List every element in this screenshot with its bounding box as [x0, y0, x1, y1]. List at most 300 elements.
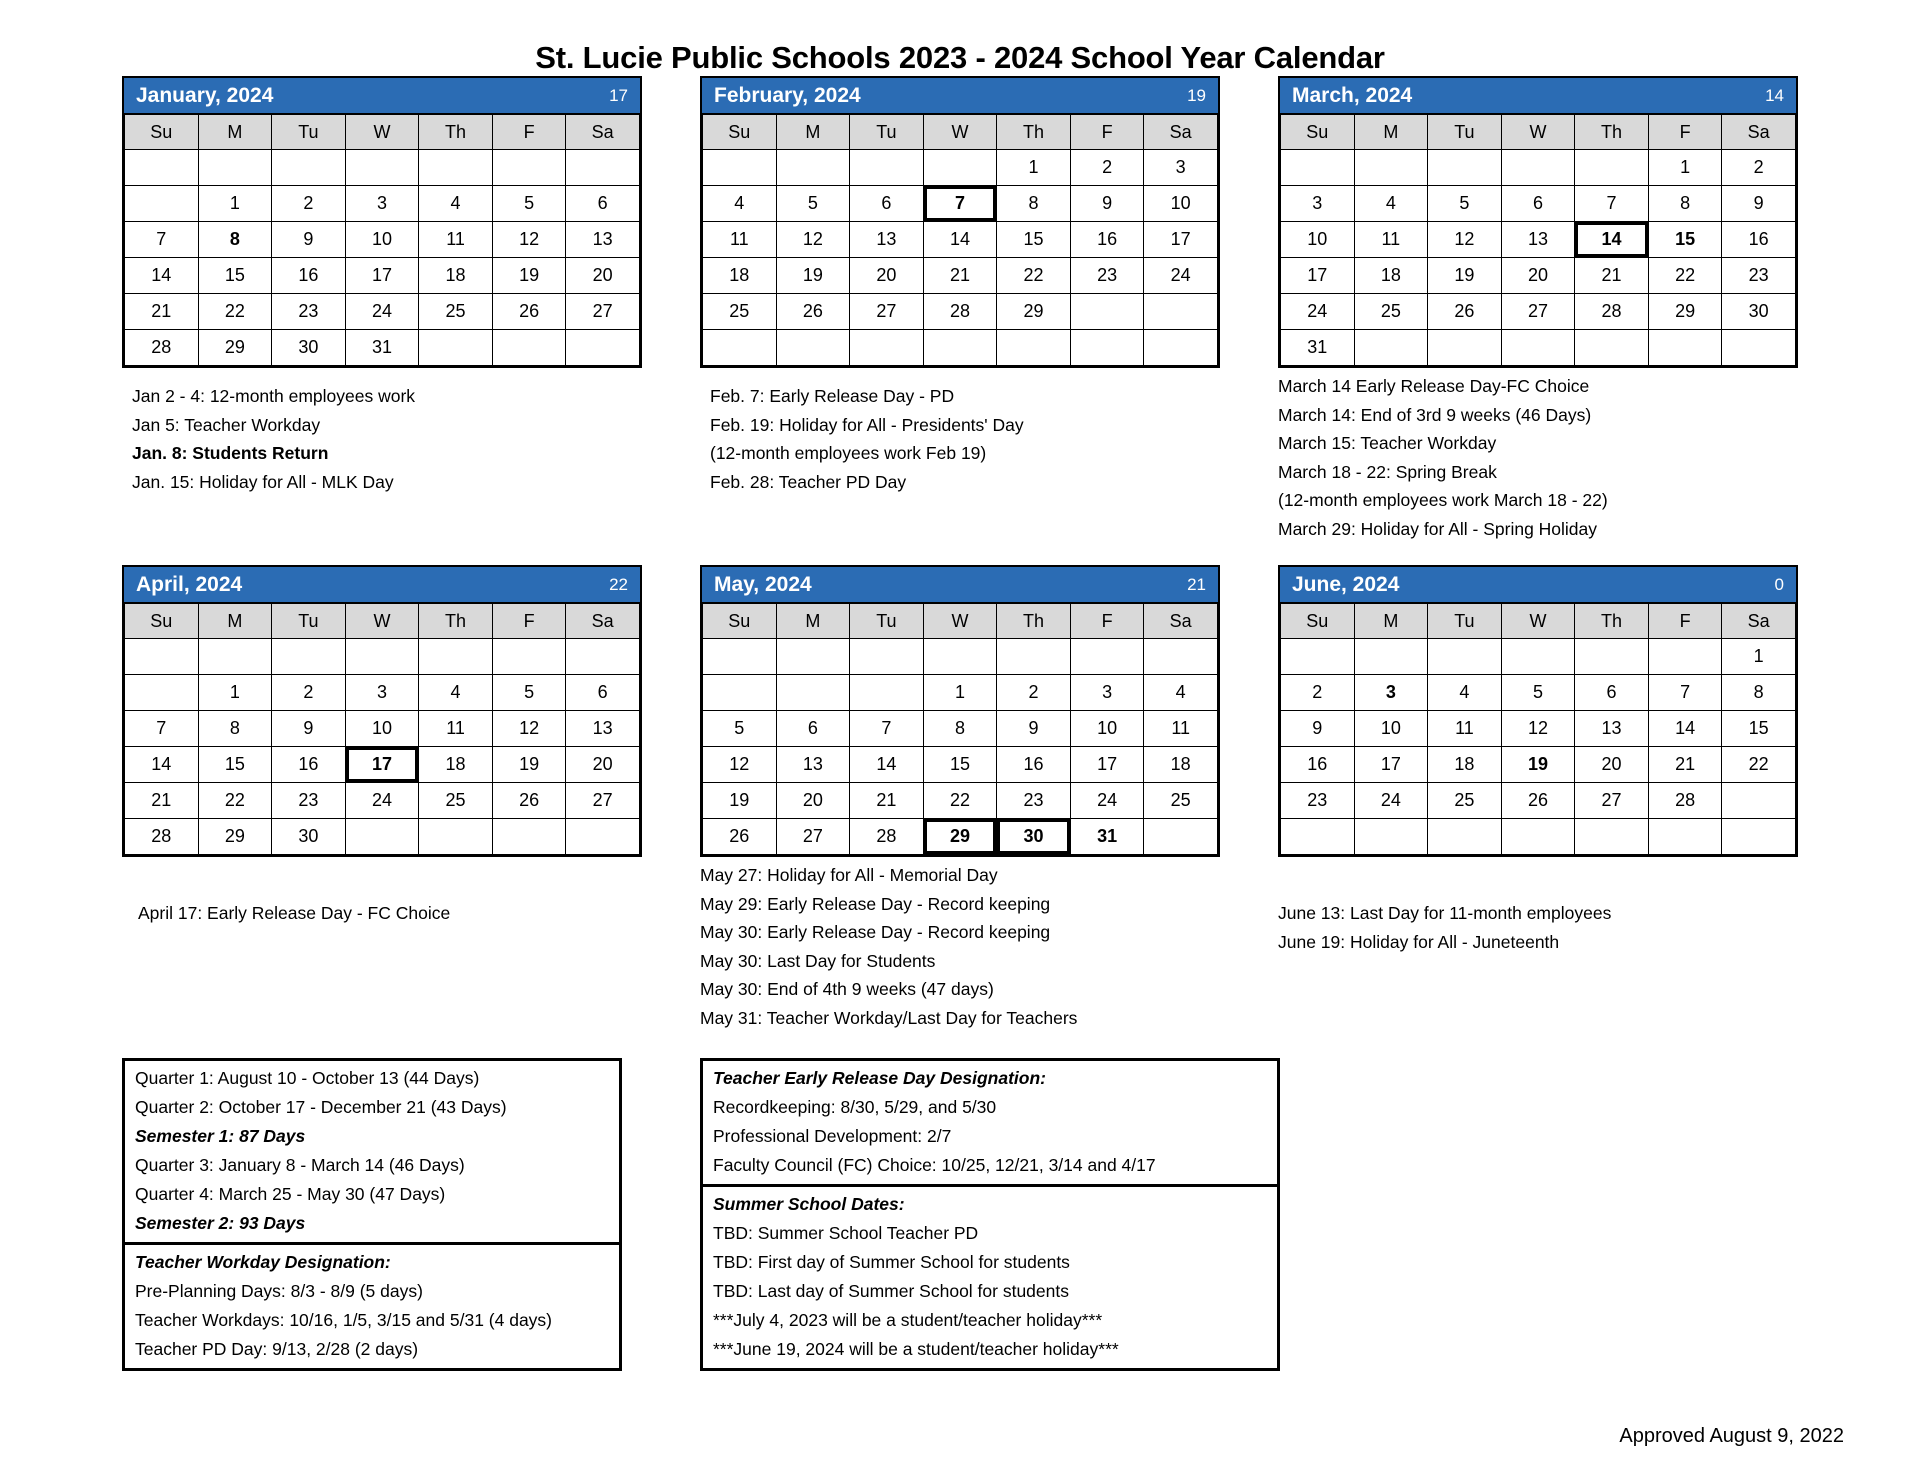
calendar-day-cell[interactable]: 19	[1428, 258, 1502, 294]
calendar-day-cell[interactable]: 9	[1281, 711, 1355, 747]
weekday-header-su: Su	[125, 604, 199, 639]
calendar-day-cell[interactable]: 25	[703, 294, 777, 330]
calendar-day-cell[interactable]: 27	[776, 819, 850, 855]
calendar-day-cell[interactable]: 19	[703, 783, 777, 819]
calendar-day-cell[interactable]: 22	[923, 783, 997, 819]
month-card-march	[1278, 76, 1798, 368]
calendar-day-cell[interactable]: 20	[850, 258, 924, 294]
calendar-day-cell[interactable]: 26	[1501, 783, 1575, 819]
calendar-day-cell[interactable]: 29	[198, 330, 272, 366]
calendar-empty-cell	[1144, 330, 1218, 366]
calendar-day-cell[interactable]: 10	[345, 222, 419, 258]
calendar-day-cell[interactable]: 30	[997, 819, 1071, 855]
calendar-body	[1281, 639, 1796, 855]
calendar-day-cell[interactable]: 21	[1575, 258, 1649, 294]
calendar-empty-cell	[1575, 819, 1649, 855]
calendar-day-cell[interactable]: 14	[125, 258, 199, 294]
calendar-day-cell[interactable]: 7	[1648, 675, 1722, 711]
notes-may	[700, 861, 1220, 1032]
calendar-day-cell[interactable]: 5	[1501, 675, 1575, 711]
calendar-empty-cell	[566, 819, 640, 855]
calendar-grid-march	[1280, 114, 1796, 366]
calendar-week-row	[1281, 294, 1796, 330]
weekday-header-sa: Sa	[566, 604, 640, 639]
calendar-empty-cell	[850, 150, 924, 186]
calendar-week-row	[125, 819, 640, 855]
calendar-empty-cell	[1428, 150, 1502, 186]
calendar-day-cell[interactable]: 20	[776, 783, 850, 819]
calendar-day-cell[interactable]: 11	[419, 222, 493, 258]
calendar-day-cell[interactable]: 25	[419, 294, 493, 330]
calendar-week-row	[703, 222, 1218, 258]
calendar-empty-cell	[492, 330, 566, 366]
calendar-day-cell[interactable]: 5	[492, 675, 566, 711]
calendar-empty-cell	[1144, 819, 1218, 855]
calendar-week-row	[703, 186, 1218, 222]
calendar-day-cell[interactable]: 8	[997, 186, 1071, 222]
calendar-day-cell[interactable]: 12	[492, 711, 566, 747]
calendar-day-cell[interactable]: 22	[198, 294, 272, 330]
calendar-day-cell[interactable]: 2	[997, 675, 1071, 711]
calendar-day-cell[interactable]: 24	[1354, 783, 1428, 819]
calendar-body	[125, 639, 640, 855]
weekday-header-w: W	[345, 604, 419, 639]
calendar-day-cell[interactable]: 17	[1144, 222, 1218, 258]
legend-line: Semester 1: 87 Days	[135, 1126, 306, 1146]
calendar-day-cell[interactable]: 12	[1501, 711, 1575, 747]
early-release-legend-box	[700, 1058, 1280, 1187]
calendar-day-cell[interactable]: 14	[923, 222, 997, 258]
calendar-day-cell[interactable]: 18	[703, 258, 777, 294]
calendar-day-cell[interactable]: 9	[272, 711, 346, 747]
calendar-day-cell[interactable]: 10	[1070, 711, 1144, 747]
calendar-empty-cell	[1428, 330, 1502, 366]
calendar-day-cell[interactable]: 6	[776, 711, 850, 747]
weekday-header-sa: Sa	[1722, 604, 1796, 639]
calendar-empty-cell	[1070, 639, 1144, 675]
calendar-day-cell[interactable]: 22	[997, 258, 1071, 294]
month-note: Jan. 8: Students Return	[132, 443, 329, 463]
calendar-empty-cell	[492, 639, 566, 675]
month-name: February, 2024	[714, 83, 861, 107]
calendar-day-cell[interactable]: 27	[1501, 294, 1575, 330]
calendar-day-cell[interactable]: 28	[850, 819, 924, 855]
calendar-day-cell[interactable]: 28	[923, 294, 997, 330]
calendar-day-cell[interactable]: 29	[923, 819, 997, 855]
month-note: March 29: Holiday for All - Spring Holiday	[1278, 518, 1598, 539]
calendar-day-cell[interactable]: 10	[345, 711, 419, 747]
calendar-day-cell[interactable]: 18	[1354, 258, 1428, 294]
calendar-day-cell[interactable]: 3	[1070, 675, 1144, 711]
weekday-header-th: Th	[419, 115, 493, 150]
calendar-day-cell[interactable]: 13	[566, 711, 640, 747]
calendar-day-cell[interactable]: 4	[419, 186, 493, 222]
legend-right-column	[700, 1058, 1280, 1371]
calendar-day-cell[interactable]: 3	[345, 186, 419, 222]
month-day-count: 19	[1187, 85, 1206, 105]
calendar-day-cell[interactable]: 31	[345, 330, 419, 366]
calendar-day-cell[interactable]: 20	[1575, 747, 1649, 783]
calendar-day-cell[interactable]: 15	[997, 222, 1071, 258]
calendar-day-cell[interactable]: 25	[419, 783, 493, 819]
calendar-day-cell[interactable]: 23	[1070, 258, 1144, 294]
calendar-day-cell[interactable]: 28	[1648, 783, 1722, 819]
calendar-day-cell[interactable]: 15	[1722, 711, 1796, 747]
weekday-header-su: Su	[703, 604, 777, 639]
calendar-day-cell[interactable]: 19	[492, 258, 566, 294]
calendar-day-cell[interactable]: 26	[703, 819, 777, 855]
calendar-day-cell[interactable]: 8	[198, 711, 272, 747]
calendar-day-cell[interactable]: 17	[1354, 747, 1428, 783]
calendar-empty-cell	[1575, 330, 1649, 366]
calendar-day-cell[interactable]: 21	[125, 294, 199, 330]
calendar-empty-cell	[850, 675, 924, 711]
calendar-empty-cell	[1070, 294, 1144, 330]
calendar-week-row	[703, 330, 1218, 366]
calendar-day-cell[interactable]: 9	[272, 222, 346, 258]
calendar-day-cell[interactable]: 15	[1648, 222, 1722, 258]
calendar-day-cell[interactable]: 25	[1428, 783, 1502, 819]
calendar-day-cell[interactable]: 8	[1722, 675, 1796, 711]
calendar-day-cell[interactable]: 24	[345, 294, 419, 330]
calendar-day-cell[interactable]: 21	[850, 783, 924, 819]
month-note: Jan. 15: Holiday for All - MLK Day	[132, 471, 394, 492]
calendar-day-cell[interactable]: 16	[997, 747, 1071, 783]
calendar-day-cell[interactable]: 26	[776, 294, 850, 330]
calendar-day-cell[interactable]: 5	[703, 711, 777, 747]
month-note: March 14: End of 3rd 9 weeks (46 Days)	[1278, 404, 1592, 425]
calendar-day-cell[interactable]: 8	[198, 222, 272, 258]
calendar-day-cell[interactable]: 15	[198, 747, 272, 783]
calendar-day-cell[interactable]: 22	[1648, 258, 1722, 294]
calendar-day-cell[interactable]: 7	[923, 186, 997, 222]
calendar-empty-cell	[1281, 150, 1355, 186]
calendar-day-cell[interactable]: 18	[1428, 747, 1502, 783]
calendar-day-cell[interactable]: 21	[923, 258, 997, 294]
calendar-day-cell[interactable]: 6	[566, 186, 640, 222]
calendar-day-cell[interactable]: 23	[1722, 258, 1796, 294]
calendar-day-cell[interactable]: 25	[1354, 294, 1428, 330]
calendar-day-cell[interactable]: 23	[1281, 783, 1355, 819]
calendar-day-cell[interactable]: 19	[492, 747, 566, 783]
calendar-empty-cell	[198, 150, 272, 186]
calendar-day-cell[interactable]: 16	[1070, 222, 1144, 258]
month-note: Feb. 19: Holiday for All - Presidents' Day	[710, 414, 1024, 435]
month-note: March 15: Teacher Workday	[1278, 433, 1497, 453]
calendar-day-cell[interactable]: 14	[125, 747, 199, 783]
calendar-day-cell[interactable]: 6	[1575, 675, 1649, 711]
calendar-day-cell[interactable]: 28	[125, 819, 199, 855]
weekday-header-f: F	[1070, 604, 1144, 639]
legend-line: Quarter 4: March 25 - May 30 (47 Days)	[135, 1184, 446, 1204]
calendar-day-cell[interactable]: 24	[345, 783, 419, 819]
calendar-day-cell[interactable]: 4	[1144, 675, 1218, 711]
month-note: May 31: Teacher Workday/Last Day for Teachers	[700, 1007, 1078, 1028]
calendar-grid-may	[702, 603, 1218, 855]
calendar-day-cell[interactable]: 6	[850, 186, 924, 222]
calendar-day-cell[interactable]: 5	[776, 186, 850, 222]
calendar-week-row	[703, 711, 1218, 747]
calendar-day-cell[interactable]: 5	[1428, 186, 1502, 222]
month-row-2	[0, 565, 1920, 1032]
calendar-day-cell[interactable]: 16	[272, 258, 346, 294]
calendar-day-cell[interactable]: 27	[850, 294, 924, 330]
calendar-day-cell[interactable]: 9	[1070, 186, 1144, 222]
calendar-day-cell[interactable]: 16	[1281, 747, 1355, 783]
calendar-body	[703, 639, 1218, 855]
calendar-day-cell[interactable]: 13	[1501, 222, 1575, 258]
calendar-empty-cell	[566, 330, 640, 366]
calendar-empty-cell	[923, 639, 997, 675]
calendar-day-cell[interactable]: 4	[419, 675, 493, 711]
calendar-empty-cell	[703, 150, 777, 186]
summer-school-legend-box	[700, 1187, 1280, 1371]
calendar-day-cell[interactable]: 20	[1501, 258, 1575, 294]
calendar-day-cell[interactable]: 22	[1722, 747, 1796, 783]
calendar-day-cell[interactable]: 7	[125, 222, 199, 258]
calendar-day-cell[interactable]: 13	[776, 747, 850, 783]
calendar-day-cell[interactable]: 15	[923, 747, 997, 783]
notes-march	[1278, 372, 1798, 543]
calendar-empty-cell	[703, 639, 777, 675]
calendar-week-row	[703, 819, 1218, 855]
weekday-header-th: Th	[997, 604, 1071, 639]
calendar-day-cell[interactable]: 1	[198, 186, 272, 222]
calendar-day-cell[interactable]: 20	[566, 258, 640, 294]
month-note: March 14 Early Release Day-FC Choice	[1278, 376, 1590, 396]
calendar-day-cell[interactable]: 21	[1648, 747, 1722, 783]
weekday-header-tu: Tu	[850, 115, 924, 150]
calendar-day-cell[interactable]: 23	[272, 783, 346, 819]
month-card-may	[700, 565, 1220, 857]
calendar-day-cell[interactable]: 2	[272, 675, 346, 711]
legend-line: Teacher Workday Designation:	[135, 1252, 391, 1272]
calendar-day-cell[interactable]: 11	[1428, 711, 1502, 747]
calendar-day-cell[interactable]: 1	[198, 675, 272, 711]
calendar-day-cell[interactable]: 9	[997, 711, 1071, 747]
legend-line: TBD: Summer School Teacher PD	[713, 1223, 979, 1243]
calendar-week-row	[1281, 258, 1796, 294]
calendar-day-cell[interactable]: 18	[1144, 747, 1218, 783]
calendar-day-cell[interactable]: 24	[1070, 783, 1144, 819]
calendar-day-cell[interactable]: 6	[1501, 186, 1575, 222]
calendar-day-cell[interactable]: 11	[1144, 711, 1218, 747]
calendar-empty-cell	[1648, 330, 1722, 366]
calendar-day-cell[interactable]: 13	[1575, 711, 1649, 747]
calendar-day-cell[interactable]: 3	[1281, 186, 1355, 222]
calendar-empty-cell	[125, 186, 199, 222]
legend-line: Teacher PD Day: 9/13, 2/28 (2 days)	[135, 1339, 419, 1359]
calendar-day-cell[interactable]: 2	[272, 186, 346, 222]
month-name: April, 2024	[136, 572, 243, 596]
calendar-day-cell[interactable]: 29	[198, 819, 272, 855]
calendar-empty-cell	[1354, 150, 1428, 186]
weekday-header-w: W	[1501, 604, 1575, 639]
calendar-day-cell[interactable]: 23	[997, 783, 1071, 819]
calendar-day-cell[interactable]: 12	[703, 747, 777, 783]
calendar-week-row	[703, 747, 1218, 783]
month-note: March 18 - 22: Spring Break	[1278, 461, 1497, 482]
legend-line: ***June 19, 2024 will be a student/teacher holiday***	[713, 1339, 1119, 1359]
calendar-day-cell[interactable]: 16	[1722, 222, 1796, 258]
weekday-header-tu: Tu	[1428, 115, 1502, 150]
calendar-week-row	[125, 675, 640, 711]
calendar-day-cell[interactable]: 1	[1648, 150, 1722, 186]
calendar-day-cell[interactable]: 27	[1575, 783, 1649, 819]
calendar-day-cell[interactable]: 9	[1722, 186, 1796, 222]
weekday-header-row	[1281, 604, 1796, 639]
weekday-header-su: Su	[1281, 604, 1355, 639]
weekday-header-th: Th	[997, 115, 1071, 150]
calendar-day-cell[interactable]: 12	[1428, 222, 1502, 258]
month-row-1	[0, 76, 1920, 543]
calendar-day-cell[interactable]: 6	[566, 675, 640, 711]
calendar-day-cell[interactable]: 21	[125, 783, 199, 819]
calendar-empty-cell	[492, 150, 566, 186]
weekday-header-m: M	[1354, 604, 1428, 639]
calendar-day-cell[interactable]: 10	[1281, 222, 1355, 258]
calendar-day-cell[interactable]: 4	[1354, 186, 1428, 222]
calendar-grid-january	[124, 114, 640, 366]
calendar-day-cell[interactable]: 3	[345, 675, 419, 711]
calendar-day-cell[interactable]: 7	[850, 711, 924, 747]
calendar-day-cell[interactable]: 14	[850, 747, 924, 783]
calendar-day-cell[interactable]: 1	[923, 675, 997, 711]
month-header-april	[124, 567, 640, 603]
month-day-count: 21	[1187, 574, 1206, 594]
calendar-week-row	[703, 258, 1218, 294]
calendar-empty-cell	[850, 330, 924, 366]
calendar-empty-cell	[1501, 639, 1575, 675]
calendar-day-cell[interactable]: 22	[198, 783, 272, 819]
calendar-day-cell[interactable]: 8	[1648, 186, 1722, 222]
calendar-day-cell[interactable]: 15	[198, 258, 272, 294]
calendar-day-cell[interactable]: 26	[492, 783, 566, 819]
calendar-day-cell[interactable]: 11	[703, 222, 777, 258]
calendar-day-cell[interactable]: 12	[492, 222, 566, 258]
calendar-day-cell[interactable]: 8	[923, 711, 997, 747]
calendar-day-cell[interactable]: 1	[997, 150, 1071, 186]
calendar-day-cell[interactable]: 29	[997, 294, 1071, 330]
calendar-day-cell[interactable]: 31	[1281, 330, 1355, 366]
calendar-body	[703, 150, 1218, 366]
calendar-day-cell[interactable]: 2	[1281, 675, 1355, 711]
calendar-empty-cell	[1501, 819, 1575, 855]
calendar-empty-cell	[345, 819, 419, 855]
calendar-day-cell[interactable]: 13	[566, 222, 640, 258]
calendar-day-cell[interactable]: 4	[1428, 675, 1502, 711]
calendar-day-cell[interactable]: 30	[1722, 294, 1796, 330]
month-note: Feb. 28: Teacher PD Day	[710, 471, 907, 492]
calendar-day-cell[interactable]: 24	[1144, 258, 1218, 294]
calendar-day-cell[interactable]: 4	[703, 186, 777, 222]
calendar-day-cell[interactable]: 17	[345, 258, 419, 294]
calendar-day-cell[interactable]: 23	[272, 294, 346, 330]
calendar-day-cell[interactable]: 2	[1070, 150, 1144, 186]
calendar-day-cell[interactable]: 14	[1648, 711, 1722, 747]
month-note: May 30: End of 4th 9 weeks (47 days)	[700, 979, 994, 999]
calendar-day-cell[interactable]: 3	[1144, 150, 1218, 186]
month-name: March, 2024	[1292, 83, 1413, 107]
month-note: May 29: Early Release Day - Record keeping	[700, 893, 1051, 914]
calendar-day-cell[interactable]: 28	[125, 330, 199, 366]
calendar-day-cell[interactable]: 28	[1575, 294, 1649, 330]
calendar-day-cell[interactable]: 26	[492, 294, 566, 330]
calendar-week-row	[1281, 711, 1796, 747]
calendar-day-cell[interactable]: 18	[419, 258, 493, 294]
calendar-day-cell[interactable]: 7	[1575, 186, 1649, 222]
month-day-count: 14	[1765, 85, 1784, 105]
weekday-header-m: M	[1354, 115, 1428, 150]
calendar-day-cell[interactable]: 5	[492, 186, 566, 222]
calendar-day-cell[interactable]: 27	[566, 294, 640, 330]
weekday-header-tu: Tu	[272, 115, 346, 150]
calendar-day-cell[interactable]: 19	[1501, 747, 1575, 783]
weekday-header-w: W	[345, 115, 419, 150]
weekday-header-m: M	[198, 115, 272, 150]
month-card-april	[122, 565, 642, 857]
calendar-day-cell[interactable]: 11	[1354, 222, 1428, 258]
calendar-day-cell[interactable]: 14	[1575, 222, 1649, 258]
calendar-grid-april	[124, 603, 640, 855]
calendar-day-cell[interactable]: 17	[345, 747, 419, 783]
calendar-day-cell[interactable]: 17	[1070, 747, 1144, 783]
calendar-day-cell[interactable]: 19	[776, 258, 850, 294]
month-column-february	[700, 76, 1220, 543]
calendar-empty-cell	[345, 150, 419, 186]
calendar-day-cell[interactable]: 26	[1428, 294, 1502, 330]
calendar-day-cell[interactable]: 27	[566, 783, 640, 819]
calendar-empty-cell	[1501, 150, 1575, 186]
calendar-day-cell[interactable]: 10	[1354, 711, 1428, 747]
calendar-week-row	[125, 711, 640, 747]
calendar-day-cell[interactable]: 18	[419, 747, 493, 783]
month-day-count: 17	[609, 85, 628, 105]
calendar-week-row	[125, 783, 640, 819]
calendar-day-cell[interactable]: 25	[1144, 783, 1218, 819]
calendar-day-cell[interactable]: 10	[1144, 186, 1218, 222]
calendar-day-cell[interactable]: 11	[419, 711, 493, 747]
calendar-day-cell[interactable]: 7	[125, 711, 199, 747]
calendar-day-cell[interactable]: 13	[850, 222, 924, 258]
calendar-day-cell[interactable]: 20	[566, 747, 640, 783]
calendar-day-cell[interactable]: 31	[1070, 819, 1144, 855]
calendar-week-row	[125, 222, 640, 258]
calendar-day-cell[interactable]: 3	[1354, 675, 1428, 711]
calendar-empty-cell	[125, 639, 199, 675]
calendar-day-cell[interactable]: 16	[272, 747, 346, 783]
calendar-day-cell[interactable]: 17	[1281, 258, 1355, 294]
calendar-day-cell[interactable]: 30	[272, 330, 346, 366]
calendar-day-cell[interactable]: 29	[1648, 294, 1722, 330]
calendar-day-cell[interactable]: 1	[1722, 639, 1796, 675]
weekday-header-su: Su	[1281, 115, 1355, 150]
calendar-week-row	[703, 294, 1218, 330]
calendar-empty-cell	[997, 330, 1071, 366]
calendar-empty-cell	[566, 639, 640, 675]
calendar-empty-cell	[272, 150, 346, 186]
calendar-day-cell[interactable]: 24	[1281, 294, 1355, 330]
legend-line: Quarter 2: October 17 - December 21 (43 Days)	[135, 1097, 507, 1117]
calendar-day-cell[interactable]: 2	[1722, 150, 1796, 186]
calendar-week-row	[703, 783, 1218, 819]
month-header-may	[702, 567, 1218, 603]
calendar-day-cell[interactable]: 30	[272, 819, 346, 855]
calendar-empty-cell	[1501, 330, 1575, 366]
month-column-may	[700, 565, 1220, 1032]
month-note: Jan 5: Teacher Workday	[132, 414, 321, 435]
calendar-day-cell[interactable]: 12	[776, 222, 850, 258]
